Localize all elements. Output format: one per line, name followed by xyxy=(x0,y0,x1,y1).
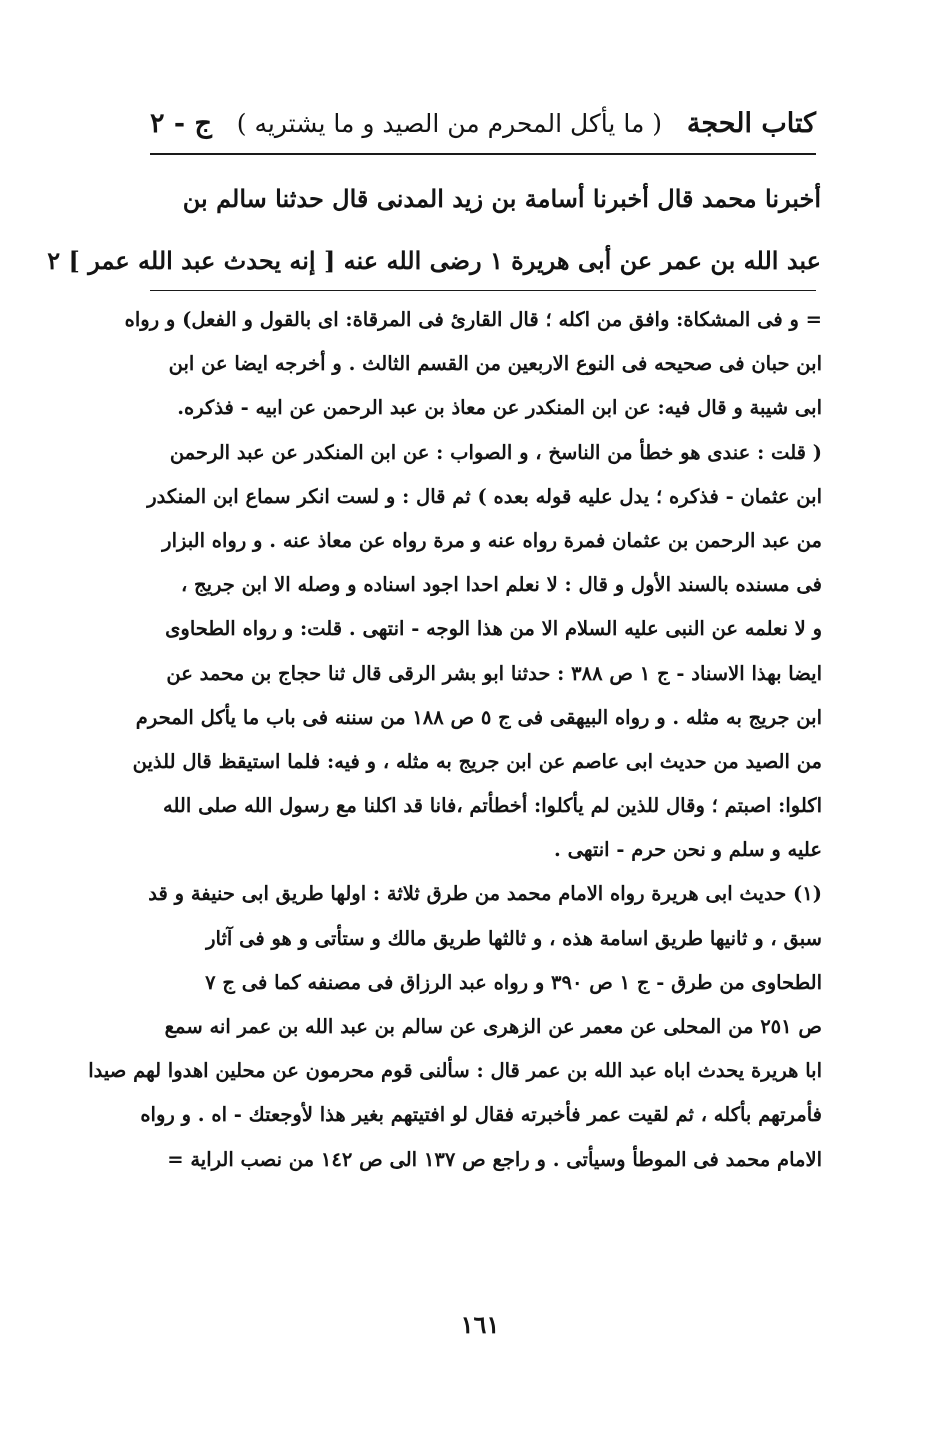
header-rule xyxy=(150,153,816,155)
main-line: عبد الله بن عمر عن أبى هريرة ١ رضى الله عنه [ إنه يحدث عبد الله عمر ] ٢ xyxy=(47,246,821,275)
footnotes xyxy=(88,298,822,1182)
footnote-line: = و فى المشكاة: وافق من اكله ؛ قال القارئ فى المرقاة: اى بالقول و الفعل) و رواه xyxy=(124,308,822,331)
footnote-line: ابى شيبة و قال فيه: عن ابن المنكدر عن معاذ بن عبد الرحمن عن ابيه - فذكره. xyxy=(177,396,822,420)
main-text xyxy=(47,168,821,292)
footnote-1-line: فأمرتهم بأكله ، ثم لقيت عمر فأخبرته فقال لو افتيتهم بغير هذا لأوجعتك - اه . و رواه xyxy=(140,1103,822,1127)
footnote-1-line: ص ٢٥١ من المحلى عن معمر عن الزهرى عن سالم بن عبد الله بن عمر انه سمع xyxy=(164,1015,822,1038)
footnote-1-line: ابا هريرة يحدث اباه عبد الله بن عمر قال : سألنى قوم محرمون عن محلين اهدوا لهم صيدا xyxy=(88,1059,822,1083)
page-number: ١٦١ xyxy=(460,1310,500,1339)
footnote-line: فى مسنده بالسند الأول و قال : لا نعلم احدا اجود اسناده و وصله الا ابن جريج ، xyxy=(180,573,822,597)
footnote-1-line: الامام محمد فى الموطأ وسيأتى . و راجع ص ١٣٧ الى ص ١٤٢ من نصب الراية = xyxy=(167,1147,822,1171)
footnote-1-line: سبق ، و ثانيها طريق اسامة هذه ، و ثالثها طريق مالك و ستأتى و هو فى آثار xyxy=(206,926,822,950)
footnote-1-line: (١) حديث ابى هريرة رواه الامام محمد من طرق ثلاثة : اولها طريق ابى حنيفة و قد xyxy=(148,882,822,906)
footnote-line: ابن جريج به مثله . و رواه البيهقى فى ج ٥ ص ١٨٨ من سننه فى باب ما يأكل المحرم xyxy=(135,705,822,729)
footnote-line: ابن حبان فى صحيحه فى النوع الاربعين من القسم الثالث . و أخرجه ايضا عن ابن xyxy=(168,352,822,376)
book-title: كتاب الحجة xyxy=(686,107,816,139)
footnote-line: و لا نعلمه عن النبى عليه السلام الا من هذا الوجه - انتهى . قلت: و رواه الطحاوى xyxy=(165,617,822,641)
footnote-line: ابن عثمان - فذكره ؛ يدل عليه قوله بعده ) ثم قال : و لست انكر سماع ابن المنكدر xyxy=(147,484,822,508)
footnote-separator xyxy=(150,290,816,291)
chapter-title: ( ما يأكل المحرم من الصيد و ما يشتريه ) xyxy=(236,108,663,138)
footnote-line: ( قلت : عندى هو خطأ من الناسخ ، و الصواب : عن ابن المنكدر عن عبد الرحمن xyxy=(169,440,822,464)
main-line: أخبرنا محمد قال أخبرنا أسامة بن زيد المدنى قال حدثنا سالم بن xyxy=(182,184,821,213)
footnote-line: ايضا بهذا الاسناد - ج ١ ص ٣٨٨ : حدثنا ابو بشر الرقى قال ثنا حجاج بن محمد عن xyxy=(166,661,822,685)
footnote-line: من عبد الرحمن بن عثمان فمرة رواه عنه و مرة رواه عن معاذ عنه . و رواه البزار xyxy=(162,528,822,552)
running-header xyxy=(150,98,816,148)
footnote-1-line: الطحاوى من طرق - ج ١ ص ٣٩٠ و رواه عبد الرزاق فى مصنفه كما فى ج ٧ xyxy=(205,970,822,994)
volume-number: ج - ٢ xyxy=(150,107,212,139)
footnote-line: عليه و سلم و نحن حرم - انتهى . xyxy=(554,838,822,862)
footnote-line: من الصيد من حديث ابى عاصم عن ابن جريج به مثله ، و فيه: فلما استيقظ قال للذين xyxy=(132,749,822,773)
footnote-line: اكلوا: اصبتم ؛ وقال للذين لم يأكلوا: أخطأتم ،فانا قد اكلنا مع رسول الله صلى الله xyxy=(163,794,822,818)
